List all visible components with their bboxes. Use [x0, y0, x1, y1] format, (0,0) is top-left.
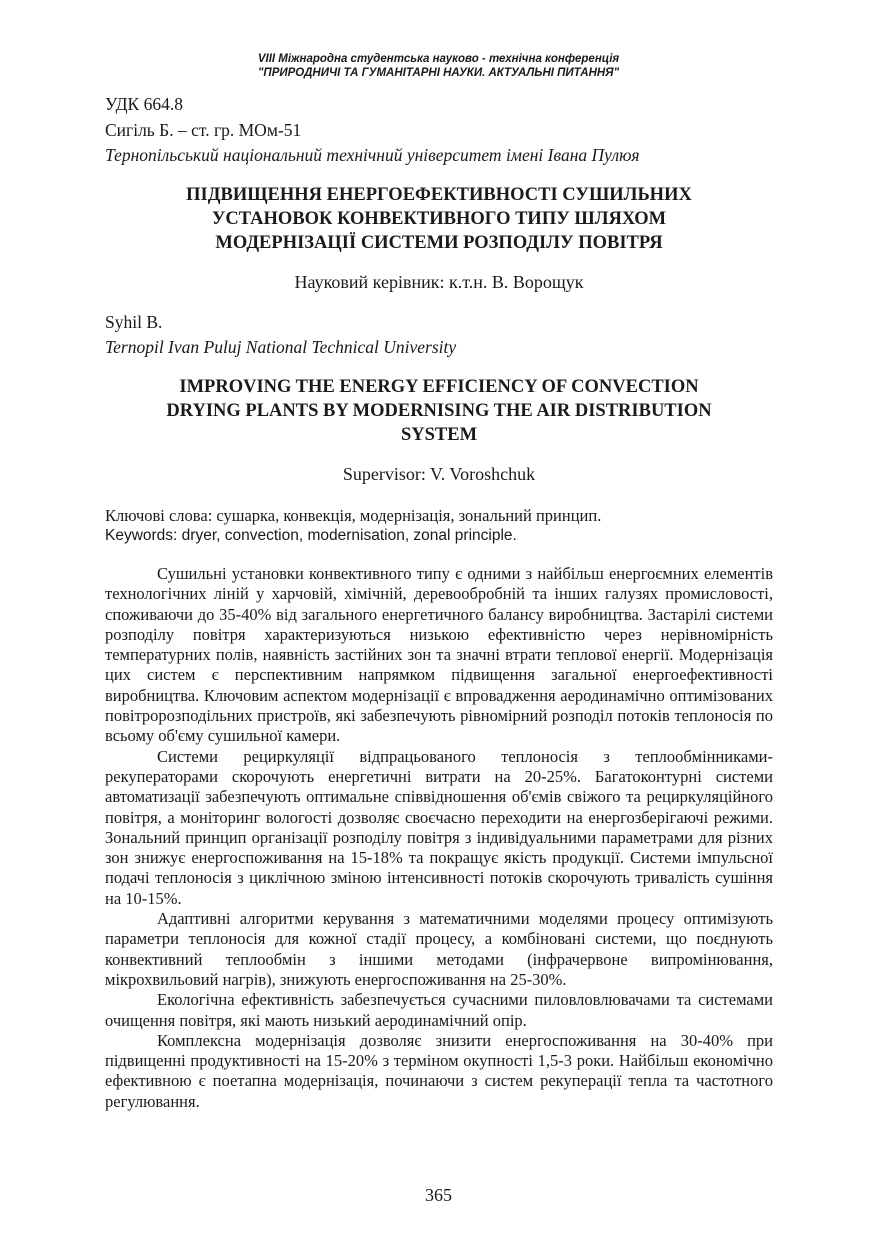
- paragraph-3: Адаптивні алгоритми керування з математичними моделями процесу оптимізують параметри теплоносія для кожної стадії процесу, а комбіновані системи, що поєднують конвективний теплообмін з іншими методами (інфрачервоне випромінювання, мікрохвильовий нагрів), знижують енергоспоживання на 25-30%.: [105, 909, 773, 989]
- author-en: Syhil B.: [105, 312, 163, 332]
- institution-ua: Тернопільський національний технічний університет імені Івана Пулюя: [105, 145, 640, 165]
- institution-en: Ternopil Ivan Puluj National Technical University: [105, 337, 457, 357]
- title-ua: [105, 183, 773, 255]
- keywords-en: Keywords: dryer, convection, modernisation, zonal principle.: [105, 527, 517, 544]
- author-ua: Сигіль Б. – ст. гр. МОм-51: [105, 120, 302, 140]
- title-en-line2: DRYING PLANTS BY MODERNISING THE AIR DISTRIBUTION: [166, 401, 712, 421]
- paragraph-4: Екологічна ефективність забезпечується сучасними пиловловлювачами та системами очищення повітря, які мають низький аеродинамічний опір.: [105, 990, 773, 1030]
- keywords-ua: Ключові слова: сушарка, конвекція, модернізація, зональний принцип.: [105, 506, 602, 525]
- udk-code: УДК 664.8: [105, 94, 183, 114]
- title-en-line3: SYSTEM: [400, 425, 478, 445]
- title-ua-line1: ПІДВИЩЕННЯ ЕНЕРГОЕФЕКТИВНОСТІ СУШИЛЬНИХ: [186, 185, 692, 205]
- supervisor-en: Supervisor: V. Voroshchuk: [342, 464, 536, 484]
- paragraph-5: Комплексна модернізація дозволяє знизити енергоспоживання на 30-40% при підвищенні продуктивності на 15-20% з терміном окупності 1,5-3 роки. Найбільш економічно ефективною є поетапна модернізація, починаючи з систем рекуперації тепла та частотного регулювання.: [105, 1030, 773, 1111]
- page-number: 365: [425, 1185, 452, 1205]
- supervisor-ua: Науковий керівник: к.т.н. В. Ворощук: [294, 272, 584, 292]
- title-en: [105, 375, 773, 447]
- conference-header-line2: "ПРИРОДНИЧІ ТА ГУМАНІТАРНІ НАУКИ. АКТУАЛЬНІ ПИТАННЯ": [257, 67, 620, 79]
- conference-header: [0, 52, 877, 80]
- title-ua-line3: МОДЕРНІЗАЦІЇ СИСТЕМИ РОЗПОДІЛУ ПОВІТРЯ: [215, 233, 663, 253]
- title-en-line1: IMPROVING THE ENERGY EFFICIENCY OF CONVECTION: [179, 377, 699, 397]
- title-ua-line2: УСТАНОВОК КОНВЕКТИВНОГО ТИПУ ШЛЯХОМ: [211, 209, 667, 229]
- paragraph-2: Системи рециркуляції відпрацьованого теплоносія з теплообмінниками-рекуператорами скорочують енергетичні витрати на 20-25%. Багатоконтурні системи автоматизації забезпечують оптимальне співвідношення об'ємів свіжого та рециркуляційного повітря, а моніторинг вологості дозволяє своєчасно переходити на енергозберігаючі режими. Зональний принцип організації розподілу повітря з індивідуальними параметрами для різних зон знижує енергоспоживання на 15-18% та покращує якість продукції. Системи імпульсної подачі теплоносія з циклічною зміною інтенсивності потоків скорочують тривалість сушіння на 10-15%.: [105, 746, 773, 908]
- conference-header-line1: VIII Міжнародна студентська науково - технічна конференція: [257, 53, 620, 65]
- paragraph-1: Сушильні установки конвективного типу є одними з найбільш енергоємних елементів технологічних ліній у харчовій, хімічній, деревообробній та інших галузях промисловості, споживаючи до 35-40% від загального енергетичного балансу виробництва. Застарілі системи розподілу повітря характеризуються низькою ефективністю через нерівномірність температурних полів, наявність застійних зон та значні втрати теплової енергії. Модернізація цих систем є перспективним напрямком підвищення загальної енергоефективності виробництва. Ключовим аспектом модернізації є впровадження аеродинамічно оптимізованих повітророзподільних пристроїв, які забезпечують рівномірний розподіл потоків теплоносія по всьому об'єму сушильної камери.: [105, 564, 773, 746]
- article-body: [105, 564, 773, 1112]
